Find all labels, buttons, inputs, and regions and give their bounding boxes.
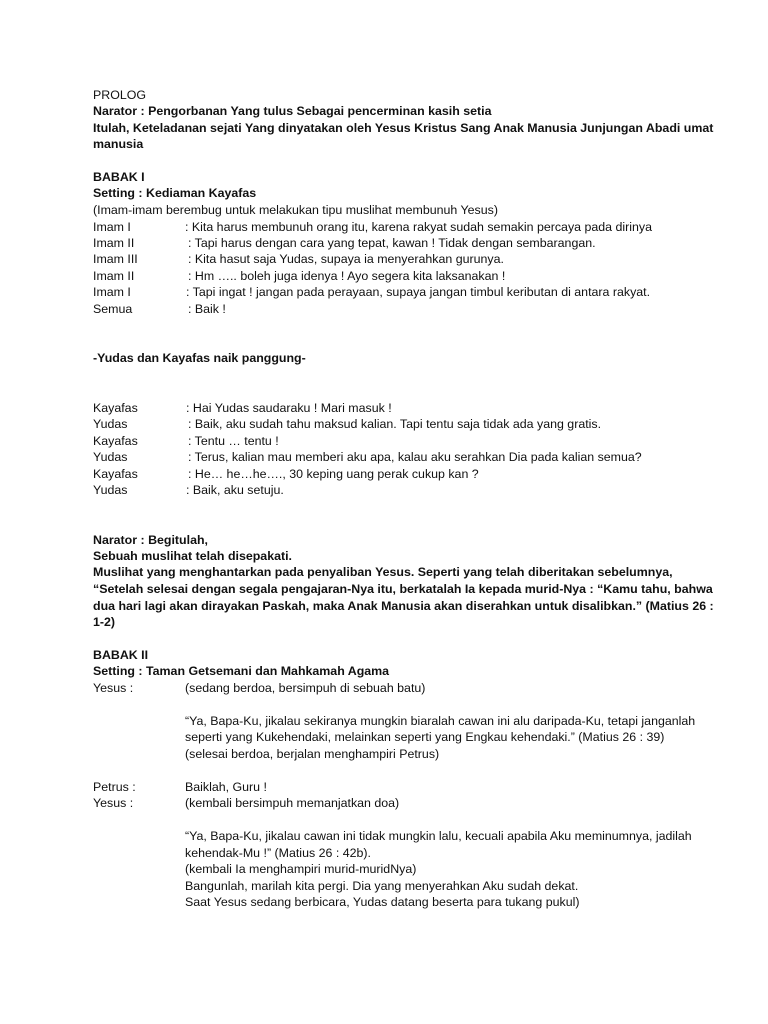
speaker-label: Imam I <box>93 220 131 234</box>
dialog-line: : Kita harus membunuh orang itu, karena rakyat sudah semakin percaya pada dirinya <box>185 220 652 234</box>
stage-note: (kembali bersimpuh memanjatkan doa) <box>185 796 400 810</box>
dialog-line: : Baik, aku sudah tahu maksud kalian. Tapi tentu saja tidak ada yang gratis. <box>188 417 602 431</box>
prolog-line: manusia <box>93 137 144 151</box>
speaker-label: Imam III <box>93 252 138 266</box>
stage-direction: -Yudas dan Kayafas naik panggung- <box>93 351 306 365</box>
dialog-line: : Terus, kalian mau memberi aku apa, kalau aku serahkan Dia pada kalian semua? <box>188 450 642 464</box>
stage-note: (kembali Ia menghampiri murid-muridNya) <box>185 862 417 876</box>
dialog-line: : Kita hasut saja Yudas, supaya ia menyerahkan gurunya. <box>188 252 504 266</box>
dialog-line: Baiklah, Guru ! <box>185 780 267 794</box>
babak1-note: (Imam-imam berembug untuk melakukan tipu muslihat membunuh Yesus) <box>93 203 498 217</box>
speaker-label: Imam II <box>93 269 135 283</box>
narator-line: Muslihat yang menghantarkan pada penyaliban Yesus. Seperti yang telah diberitakan sebelumnya, <box>93 565 673 579</box>
prolog-narator-line: Narator : Pengorbanan Yang tulus Sebagai pencerminan kasih setia <box>93 104 492 118</box>
speaker-label: Yudas <box>93 483 128 497</box>
dialog-line: : Tentu … tentu ! <box>188 434 279 448</box>
dialog-line: : Hai Yudas saudaraku ! Mari masuk ! <box>186 401 392 415</box>
babak1-setting: Setting : Kediaman Kayafas <box>93 186 257 200</box>
dialog-line: : Baik ! <box>188 302 226 316</box>
narator-line: “Setelah selesai dengan segala pengajaran-Nya itu, berkatalah Ia kepada murid-Nya : “Kamu tahu, bahwa <box>93 582 713 596</box>
dialog-line: : Tapi ingat ! jangan pada perayaan, supaya jangan timbul keributan di antara rakyat. <box>186 285 651 299</box>
dialog-line: : Hm ….. boleh juga idenya ! Ayo segera kita laksanakan ! <box>188 269 506 283</box>
dialog-line: : He… he…he…., 30 keping uang perak cukup kan ? <box>188 467 479 481</box>
quote-line: seperti yang Kukehendaki, melainkan seperti yang Engkau kehendaki.” (Matius 26 : 39) <box>185 730 665 744</box>
speaker-label: Imam I <box>93 285 131 299</box>
speaker-label: Kayafas <box>93 401 138 415</box>
quote-line: “Ya, Bapa-Ku, jikalau cawan ini tidak mungkin lalu, kecuali apabila Aku meminumnya, jadilah <box>185 829 692 843</box>
speaker-label: Yesus : <box>93 681 134 695</box>
babak1-heading: BABAK I <box>93 170 145 184</box>
speaker-label: Yudas <box>93 450 128 464</box>
prolog-heading: PROLOG <box>93 88 147 102</box>
babak2-setting: Setting : Taman Getsemani dan Mahkamah Agama <box>93 664 390 678</box>
narator-line: 1-2) <box>93 615 116 629</box>
prolog-line: Itulah, Keteladanan sejati Yang dinyatakan oleh Yesus Kristus Sang Anak Manusia Junjungan Abadi umat <box>93 121 714 135</box>
speaker-label: Semua <box>93 302 133 316</box>
speaker-label: Petrus : <box>93 780 136 794</box>
dialog-line: Saat Yesus sedang berbicara, Yudas datang beserta para tukang pukul) <box>185 895 580 909</box>
speaker-label: Imam II <box>93 236 135 250</box>
speaker-label: Yesus : <box>93 796 134 810</box>
stage-note: (sedang berdoa, bersimpuh di sebuah batu) <box>185 681 426 695</box>
speaker-label: Kayafas <box>93 434 138 448</box>
speaker-label: Yudas <box>93 417 128 431</box>
babak2-heading: BABAK II <box>93 648 149 662</box>
narator-line: Narator : Begitulah, <box>93 533 208 547</box>
narator-line: dua hari lagi akan dirayakan Paskah, maka Anak Manusia akan diserahkan untuk disalibkan.” (Matius 26 : <box>93 599 714 613</box>
speaker-label: Kayafas <box>93 467 138 481</box>
stage-note: (selesai berdoa, berjalan menghampiri Petrus) <box>185 747 440 761</box>
dialog-line: : Baik, aku setuju. <box>186 483 284 497</box>
dialog-line: : Tapi harus dengan cara yang tepat, kawan ! Tidak dengan sembarangan. <box>188 236 596 250</box>
quote-line: “Ya, Bapa-Ku, jikalau sekiranya mungkin biaralah cawan ini alu daripada-Ku, tetapi janganlah <box>185 714 696 728</box>
narator-line: Sebuah muslihat telah disepakati. <box>93 549 292 563</box>
quote-line: kehendak-Mu !” (Matius 26 : 42b). <box>185 846 371 860</box>
dialog-line: Bangunlah, marilah kita pergi. Dia yang menyerahkan Aku sudah dekat. <box>185 879 579 893</box>
